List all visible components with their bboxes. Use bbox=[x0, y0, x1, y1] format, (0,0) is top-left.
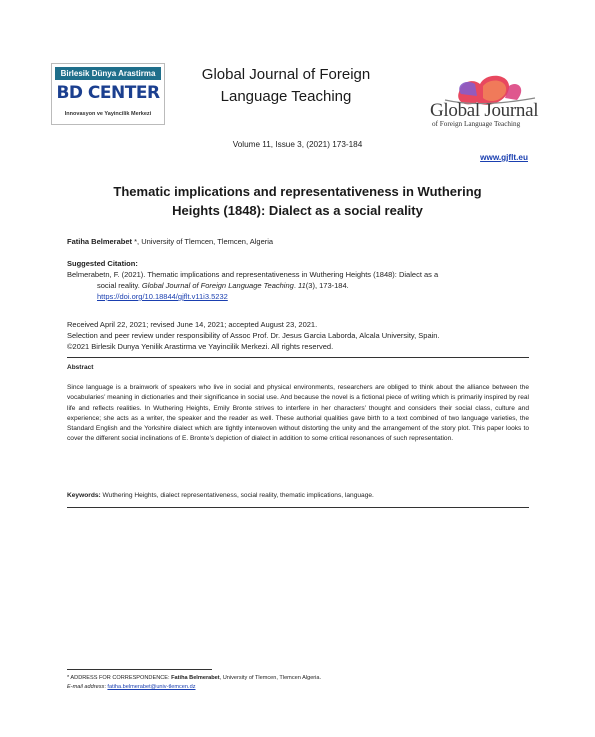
abstract-heading: Abstract bbox=[67, 364, 94, 371]
logo-left-line3: Innovasyon ve Yayincilik Merkezi bbox=[64, 111, 152, 117]
footnote bbox=[67, 674, 529, 692]
journal-logo-main: Global Journal bbox=[430, 100, 539, 121]
volume-info: Volume 11, Issue 3, (2021) 173-184 bbox=[232, 140, 363, 149]
website-link[interactable]: www.gjflt.eu bbox=[480, 153, 528, 162]
received-line: Received April 22, 2021; revised June 14, 2021; accepted August 23, 2021. bbox=[67, 320, 318, 329]
citation-line3 bbox=[67, 291, 522, 302]
journal-logo bbox=[425, 72, 540, 130]
footnote-email-sep: : bbox=[104, 684, 108, 690]
footnote-address bbox=[67, 674, 529, 683]
footnote-prefix: * ADDRESS FOR CORRESPONDENCE: bbox=[67, 675, 172, 681]
author-marker: * bbox=[132, 237, 138, 246]
citation-line2 bbox=[67, 280, 522, 291]
footnote-rest: , University of Tlemcen, Tlemcen Algeria. bbox=[219, 675, 322, 681]
abstract-top-rule bbox=[67, 357, 529, 358]
citation-volume: 11 bbox=[297, 281, 306, 290]
citation-part2a: social reality. bbox=[97, 281, 142, 290]
keywords-label: Keywords: bbox=[67, 492, 101, 499]
doi-link[interactable]: https://doi.org/10.18844/gjflt.v11i3.5232 bbox=[97, 292, 228, 301]
citation-part2b: . bbox=[293, 281, 298, 290]
author-affiliation: , University of Tlemcen, Tlemcen, Algeria bbox=[137, 237, 274, 246]
journal-name bbox=[186, 64, 386, 108]
author-line bbox=[67, 236, 273, 247]
journal-name-line1: Global Journal of Foreign bbox=[201, 66, 371, 83]
footnote-email-line bbox=[67, 683, 529, 692]
keywords-text: Wuthering Heights, dialect representativeness, social reality, thematic implications, language. bbox=[100, 492, 374, 499]
citation-label: Suggested Citation: bbox=[67, 259, 138, 268]
abstract-text: Since language is a brainwork of speakers who live in social and physical environments, researchers are obliged to think about the alliance between the vocabularies’ meaning in dictionaries and their significance in social use. And because the novel is a fictional piece of writing which is primarily inspired by real life and reflects realities. In Wuthering Heights, Emily Bronte strives to interfere in her characters’ thought and considers their social class, culture and experience; she acts as a writer, the speaker and the reader as well. These authorial qualities gave birth to a text combined of two language varieties, the Standard English and the Yorkshire dialect which are tightly interwoven without distorting the unity and the arrangement of the story plot. This paper looks to cover the different social inclinations of E. Bronte’s depiction of dialect in addition to some critical resonances of such representation. bbox=[67, 384, 529, 443]
article-title: Thematic implications and representativeness in Wuthering Heights (1848): Dialect as a social reality bbox=[113, 184, 482, 218]
keywords-line bbox=[67, 491, 529, 501]
logo-left-line1: Birlesik Dünya Arastirma bbox=[55, 67, 161, 80]
logo-left-line2: BD CENTER bbox=[56, 83, 160, 103]
footnote-email-label: E-mail address bbox=[67, 684, 105, 690]
citation-journal: Global Journal of Foreign Language Teaching bbox=[141, 281, 294, 290]
citation-part1: Belmerabetn, F. (2021). Thematic implications and representativeness in Wuthering Heights (1848): Dialect as a bbox=[67, 270, 439, 279]
copyright-line: ©2021 Birlesik Dunya Yenilik Arastirma ve Yayincilik Merkezi. All rights reserved. bbox=[67, 342, 334, 351]
footnote-email-link[interactable]: fatiha.belmerabet@univ-tlemcen.dz bbox=[107, 684, 196, 690]
citation-part2c: (3), 173-184. bbox=[305, 281, 349, 290]
review-line: Selection and peer review under responsibility of Assoc Prof. Dr. Jesus Garcia Laborda, Alcala University, Spain. bbox=[67, 331, 440, 340]
author-name: Fatiha Belmerabet bbox=[67, 237, 133, 246]
footnote-name: Fatiha Belmerabet bbox=[171, 675, 220, 681]
journal-name-line2: Language Teaching bbox=[220, 88, 352, 105]
footnote-rule bbox=[67, 669, 212, 670]
history-block bbox=[67, 319, 537, 352]
citation-block bbox=[67, 269, 522, 302]
journal-logo-sub: of Foreign Language Teaching bbox=[432, 120, 521, 128]
abstract-bottom-rule bbox=[67, 507, 529, 508]
bd-center-logo bbox=[51, 63, 165, 125]
